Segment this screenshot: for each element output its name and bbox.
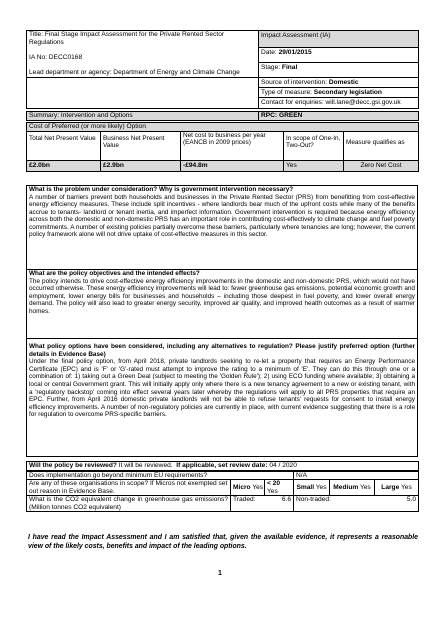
ia-number: IA No: DECC0168 <box>29 54 83 61</box>
source-label: Source of intervention: <box>261 79 327 86</box>
micro-label: Micro <box>233 483 251 491</box>
review-table <box>26 461 419 512</box>
date-row <box>259 47 419 62</box>
stage-value: Final <box>281 63 298 71</box>
eu-answer: N/A <box>294 471 419 480</box>
eu-question: Does implementation go beyond minimum EU requirements? <box>27 471 294 480</box>
document-title: Title: Final Stage Impact Assessment for the Private Rented Sector Regulations <box>29 31 225 46</box>
large-label: Large <box>381 483 400 491</box>
declaration-text: I have read the Impact Assessment and I am satisfied that, given the available evidence, it represents a reasonable view of the likely costs, benefits and impact of the leading options. <box>28 534 418 551</box>
review-question: Will the policy be reviewed? <box>29 462 117 469</box>
micro-value: Yes <box>252 483 264 491</box>
objectives-section <box>27 270 418 339</box>
review-row <box>27 462 419 471</box>
date-value: 29/01/2015 <box>278 48 312 56</box>
header-table <box>26 30 419 109</box>
traded-cell <box>231 496 294 512</box>
cost-title: Cost of Preferred (or more likely) Option <box>27 123 419 132</box>
lead-department: Lead department or agency: Department of Energy and Climate Change <box>29 69 240 76</box>
rpc-rating: RPC: GREEN <box>259 112 419 121</box>
lt20-label: < 20 <box>267 480 281 487</box>
problem-body: A number of barriers prevent both households and businesses in the Private Rented Sector (PRS) from benefitting from cost-effective energy efficiency measures. These include split incentives - where landlords bear much of the upfront costs while many of the benefits accrue to tenants- landlord or tenant inertia, and imperfect information. Government intervention is required because energy efficiency across both the domestic and non-domestic PRS has an important role in contributing cost-effectively to climate change and fuel poverty commitments. A number of existing policies partially overcome these barriers, particularly where tenancies are long; however, the current policy framework alone will not drive uptake of cost-effective measures in this sector. <box>29 193 415 238</box>
col-business-npv: Business Net Present Value <box>101 132 181 161</box>
medium-cell <box>330 480 375 496</box>
nontraded-value: 5.0 <box>406 496 417 504</box>
source-value: Domestic <box>328 79 359 86</box>
large-cell <box>375 480 419 496</box>
large-value: Yes <box>400 483 412 491</box>
col-one-in-two-out: In scope of One-In, Two-Out? <box>284 132 344 161</box>
objectives-body: The policy intends to drive cost-effective energy efficiency improvements in the domestic and non-domestic PRS, which would not have occurred otherwise. These energy efficiency improvements will lead to: fewer greenhouse gas emissions, potential economic growth and employment, lower energy bills for businesses and households – including those deepest in fuel poverty, and lower overall energy demand. The policy will also lead to greater energy security, improved air quality, and improved health outcomes as a result of warmer homes. <box>29 277 415 315</box>
col-eancb: Net cost to business per year (EANCB in 2009 prices) <box>181 132 284 161</box>
value-one-in-two-out: Yes <box>284 161 344 172</box>
contact-row <box>259 98 419 109</box>
measure-row <box>259 88 419 98</box>
page-number: 1 <box>218 570 222 577</box>
options-heading: What policy options have been considered, including any alternatives to regulation? Please justify preferred option (further details in Evidence Base) <box>29 343 415 358</box>
value-total-npv: £2.0bn <box>27 161 101 172</box>
options-body: Under the final policy option, from April 2018, private landlords seeking to re-let a property that requires an Energy Performance Certificate (EPC) and is 'F' or 'G'-rated must attempt to improve the rating to a minimum of 'E'. They can do this through one or a combination of: 1) taking out a Green Deal (subject to meeting the 'Golden Rule'); 2) using ECO funding where available; 3) obtaining a local or central Government grant. This will initially apply only where there is a new tenancy agreement to a new or existing tenant, with a 'regulatory backstop' coming into effect several years later whereby the regulations will apply to all PRS properties that require an EPC. Further, from April 2016 domestic private landlords will not be able to refuse tenants' requests for consent to install energy efficiency improvements. A number of non-regulatory policies are currently in place, with current evidence suggesting that there is a role for regulation to overcome PRS-specific barriers. <box>29 358 415 419</box>
value-business-npv: £2.9bn <box>101 161 181 172</box>
lt20-cell <box>265 480 294 496</box>
date-label: Date: <box>261 48 277 56</box>
measure-value: Secondary legislation <box>313 89 382 96</box>
traded-label: Traded: <box>233 496 256 504</box>
stage-label: Stage: <box>261 63 281 71</box>
nontraded-cell <box>294 496 419 512</box>
small-label: Small <box>296 483 315 491</box>
options-section <box>27 339 418 457</box>
col-total-npv: Total Net Present Value <box>27 132 101 161</box>
small-value: Yes <box>315 483 327 491</box>
medium-label: Medium <box>333 483 359 491</box>
review-answer: It will be reviewed. <box>118 462 173 469</box>
source-row <box>259 78 419 88</box>
review-date-label: If applicable, set review date: <box>176 462 268 469</box>
problem-section <box>27 186 418 270</box>
problem-heading: What is the problem under consideration? Why is government intervention necessary? <box>29 186 294 193</box>
objectives-heading: What are the policy objectives and the intended effects? <box>29 270 200 277</box>
nontraded-label: Non-traded: <box>296 496 331 504</box>
value-measure-qualifies: Zero Net Cost <box>344 161 419 172</box>
co2-question: What is the CO2 equivalent change in greenhouse gas emissions? (Million tonnes CO2 equivalent) <box>27 496 231 512</box>
review-date-value: 04 / 2020 <box>269 462 297 469</box>
questions-table <box>26 185 418 457</box>
col-measure-qualifies: Measure qualifies as <box>344 132 419 161</box>
small-cell <box>294 480 330 496</box>
contact-label: Contact for enquiries: <box>261 99 324 106</box>
lt20-value: Yes <box>267 487 278 495</box>
title-cell <box>27 31 259 78</box>
micro-question: Are any of these organisations in scope? If Micros not exempted set out reason in Evidence Base. <box>27 480 231 496</box>
micro-cell <box>231 480 265 496</box>
summary-table <box>26 111 419 121</box>
cost-table <box>26 122 419 172</box>
title-cell-cont <box>27 78 259 109</box>
ia-label: Impact Assessment (IA) <box>259 31 419 48</box>
summary-label: Summary: Intervention and Options <box>27 112 259 121</box>
medium-value: Yes <box>359 483 371 491</box>
contact-email[interactable]: will.lane@decc.gsi.gov.uk <box>325 99 401 106</box>
value-eancb: -£94.8m <box>181 161 284 172</box>
traded-value: 6.6 <box>281 496 291 504</box>
measure-label: Type of measure: <box>261 89 312 96</box>
stage-row <box>259 62 419 77</box>
